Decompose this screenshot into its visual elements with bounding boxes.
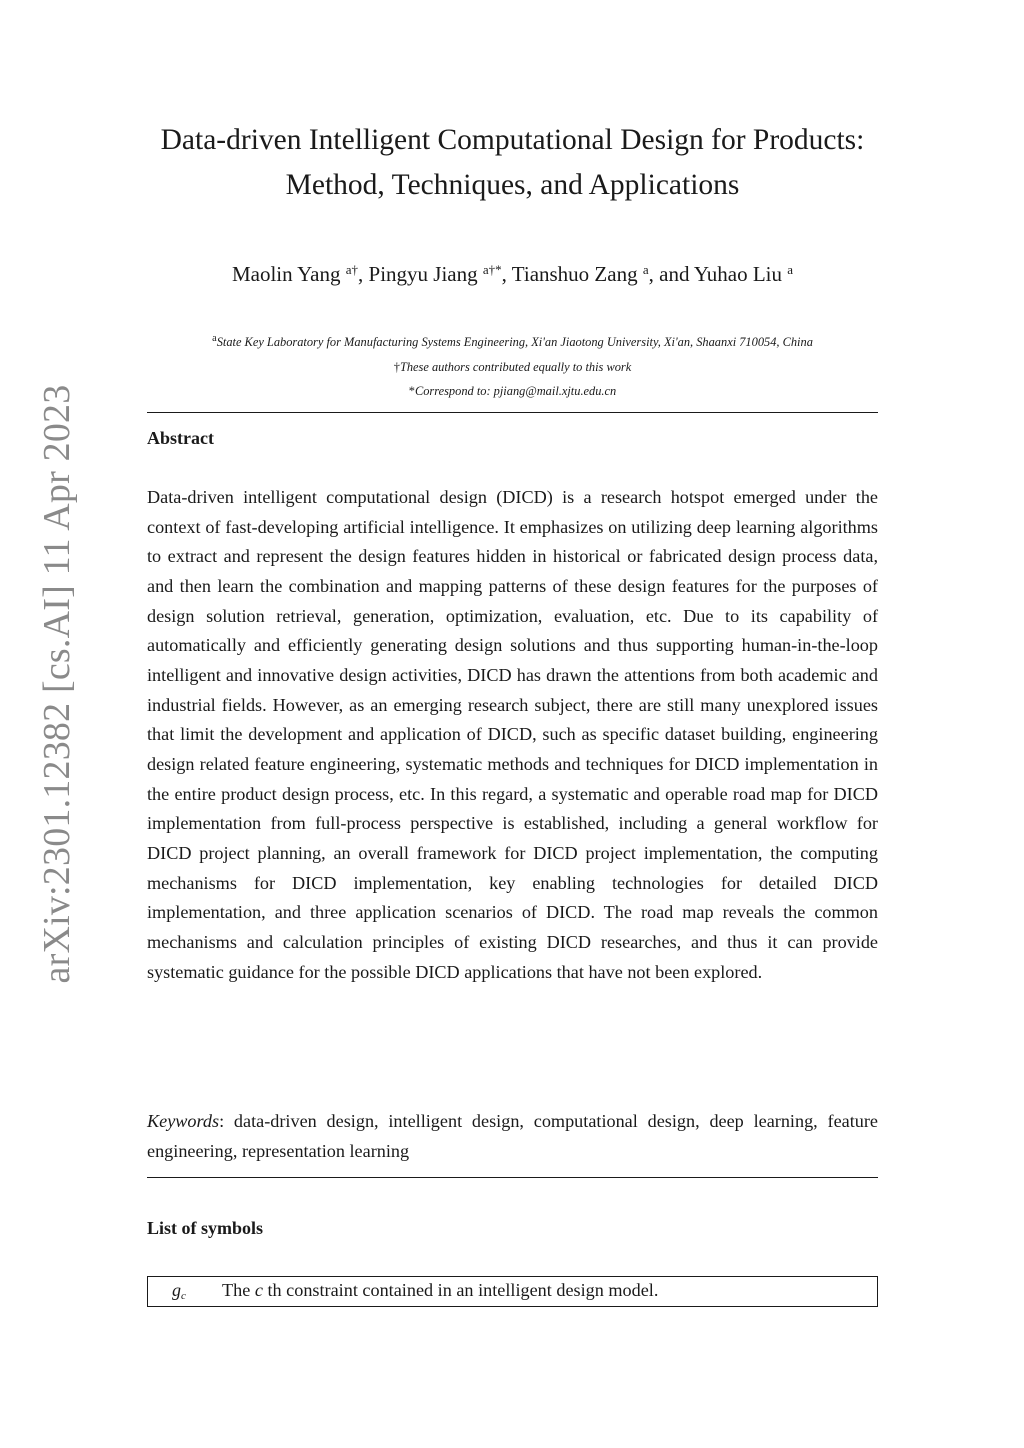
symbol-description (222, 1280, 658, 1301)
author-name: Pingyu Jiang (368, 262, 478, 286)
affiliations (147, 327, 878, 404)
affiliation-mark: a (212, 333, 217, 344)
author-name: Yuhao Liu (693, 262, 782, 286)
arxiv-identifier-stamp: arXiv:2301.12382 [cs.AI] 11 Apr 2023 (36, 384, 78, 984)
correspondence-mark: * (408, 384, 415, 399)
author-name: Maolin Yang (231, 262, 341, 286)
equal-contribution-note (147, 355, 878, 380)
author-separator: , (358, 262, 369, 286)
correspondence-note (147, 379, 878, 404)
abstract-heading: Abstract (147, 428, 214, 448)
keywords-text: : data-driven design, intelligent design, computational design, deep learning, feature engineering, representation learning (147, 1111, 878, 1161)
equal-contribution-mark: † (393, 359, 400, 374)
author-affiliation-mark: a† (345, 262, 359, 277)
correspondence-text: Correspond to: pjiang@mail.xjtu.edu.cn (414, 384, 617, 399)
author-name: Tianshuo Zang (511, 262, 638, 286)
symbols-heading: List of symbols (147, 1218, 264, 1238)
symbol-subscript: c (181, 1290, 186, 1302)
symbol-letter: g (172, 1280, 181, 1300)
symbol-desc-post: th constraint contained in an intelligent design model. (262, 1280, 659, 1300)
author-separator: , and (648, 262, 694, 286)
title-line-2: Method, Techniques, and Applications (285, 169, 740, 201)
symbols-table (147, 1276, 878, 1307)
keywords-label: Keywords (147, 1111, 220, 1131)
author-affiliation-mark: a (642, 262, 649, 277)
paper-title (127, 118, 898, 208)
author-list (147, 256, 878, 288)
author-affiliation-mark: a†* (482, 262, 502, 277)
affiliation-line (147, 327, 878, 355)
affiliation-text: State Key Laboratory for Manufacturing Systems Engineering, Xi'an Jiaotong University, Xi'an, Shaanxi 710054, China (216, 335, 813, 350)
bottom-divider (147, 1177, 878, 1178)
symbol-desc-var: c (254, 1280, 263, 1300)
keywords (147, 1107, 878, 1166)
top-divider (147, 412, 878, 413)
title-line-1: Data-driven Intelligent Computational Design for Products: (160, 124, 865, 156)
author-separator: , (501, 262, 512, 286)
abstract-body: Data-driven intelligent computational design (DICD) is a research hotspot emerged under the context of fast-developing artificial intelligence. It emphasizes on utilizing deep learning algorithms to extract and represent the design features hidden in historical or fabricated design process data, and then learn the combination and mapping patterns of these design features for the purposes of design solution retrieval, generation, optimization, evaluation, etc. Due to its capability of automatically and efficiently generating design solutions and thus supporting human-in-the-loop intelligent and innovative design activities, DICD has drawn the attentions from both academic and industrial fields. However, as an emerging research subject, there are still many unexplored issues that limit the development and application of DICD, such as specific dataset building, engineering design related feature engineering, systematic methods and techniques for DICD implementation in the entire product design process, etc. In this regard, a systematic and operable road map for DICD implementation from full-process perspective is established, including a general workflow for DICD project planning, an overall framework for DICD project implementation, the computing mechanisms for DICD implementation, key enabling technologies for detailed DICD implementation, and three application scenarios of DICD. The road map reveals the common mechanisms and calculation principles of existing DICD researches, and thus it can provide systematic guidance for the possible DICD applications that have not been explored. (147, 487, 878, 982)
symbol-cell (172, 1280, 186, 1302)
equal-contribution-text: These authors contributed equally to this work (399, 359, 632, 374)
author-affiliation-mark: a (787, 262, 794, 277)
symbol-desc-pre: The (222, 1280, 255, 1300)
